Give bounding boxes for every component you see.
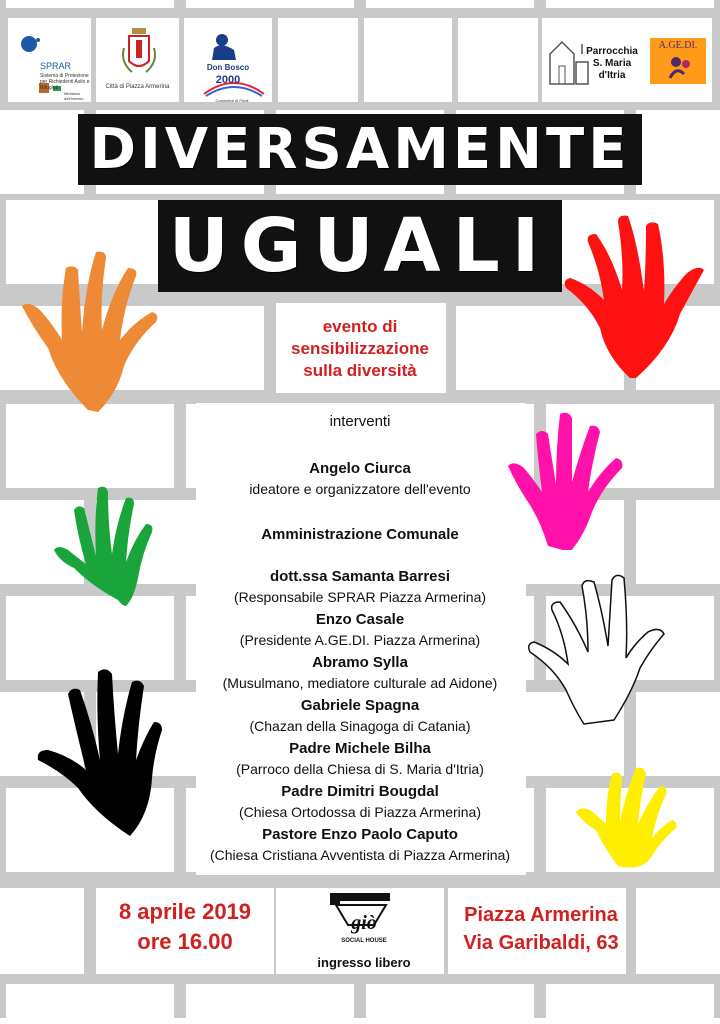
event-city: Piazza Armerina (464, 904, 618, 926)
event-address: Via Garibaldi, 63 (463, 932, 619, 954)
title-line2-text: UGUALI (158, 200, 563, 292)
sprar-subtext: Sistema di Protezione per Richiedenti Asilo e Rifugiati (40, 73, 90, 91)
sprar-logo (8, 18, 91, 102)
event-date: 8 aprile 2019 (118, 899, 252, 924)
speaker-name: Angelo Ciurca (309, 460, 411, 477)
parrocchia-line2: S. Maria (592, 58, 632, 69)
empty-brick (364, 18, 452, 102)
speaker-role: (Parroco della Chiesa di S. Maria d'Itria) (236, 761, 484, 777)
subtitle-line3: sulla diversità (303, 361, 417, 380)
title-line1-text: DIVERSAMENTE (78, 114, 641, 185)
parrocchia-line1: Parrocchia (586, 46, 638, 57)
event-datetime (96, 897, 274, 957)
black-hand-icon (34, 660, 184, 840)
agedi-text: A.GE.DI. (658, 40, 698, 51)
speaker-name: Amministrazione Comunale (261, 526, 459, 543)
speaker-name: Padre Michele Bilha (289, 740, 431, 757)
speaker-name: Pastore Enzo Paolo Caputo (262, 826, 458, 843)
wall-brick (6, 984, 174, 1024)
speaker-name: Gabriele Spagna (300, 697, 420, 714)
agedi-logo (650, 38, 706, 84)
parrocchia-agedi-logos (542, 18, 712, 102)
event-location (448, 901, 634, 957)
speaker-name: Enzo Casale (315, 611, 405, 628)
speaker-role: ideatore e organizzatore dell'evento (249, 481, 471, 497)
donbosco-subtext: Costruttori di Ponti (215, 98, 249, 103)
white-hand-icon (520, 566, 670, 726)
venue-logo-text: giò (351, 912, 377, 934)
ministero-text: Ministero dell'Interno (64, 91, 84, 101)
speaker-name: Padre Dimitri Bougdal (281, 783, 439, 800)
wall-brick (6, 0, 174, 8)
speaker-name: dott.ssa Samanta Barresi (269, 568, 451, 585)
donbosco-text: Don Bosco (206, 63, 250, 72)
green-hand-icon (52, 466, 164, 606)
wall-brick (186, 0, 354, 8)
donbosco-year: 2000 (215, 74, 241, 86)
wall-brick (546, 0, 714, 8)
entry-info: ingresso libero (317, 955, 411, 970)
citta-text: Città di Piazza Armerina (105, 84, 170, 90)
wall-brick (546, 984, 714, 1024)
wall-brick (366, 0, 534, 8)
subtitle-line1: evento di (322, 317, 398, 336)
wall-brick (366, 984, 534, 1024)
speaker-role: (Responsabile SPRAR Piazza Armerina) (233, 589, 487, 605)
donbosco-logo (184, 18, 272, 102)
pink-hand-icon (504, 400, 634, 550)
parrocchia-text (582, 46, 642, 82)
agedi-figure-icon (650, 38, 706, 84)
subtitle-line2: sensibilizzazione (291, 339, 429, 358)
speaker-role: (Presidente A.GE.DI. Piazza Armerina) (239, 632, 481, 648)
red-hand-icon (540, 210, 710, 385)
interventi-label: interventi (329, 413, 391, 430)
sprar-text: SPRAR (40, 61, 72, 71)
event-time: ore 16.00 (137, 929, 233, 954)
donbosco-mark-icon (184, 18, 272, 102)
orange-hand-icon (18, 242, 188, 422)
parrocchia-line3: d'Itria (598, 70, 626, 81)
empty-brick (278, 18, 358, 102)
citta-logo (96, 18, 179, 102)
empty-brick (458, 18, 538, 102)
wall-brick (636, 888, 720, 974)
speaker-role: (Musulmano, mediatore culturale ad Aidone) (222, 675, 498, 691)
yellow-hand-icon (574, 752, 680, 870)
speaker-role: (Chiesa Cristiana Avventista di Piazza Armerina) (209, 847, 511, 863)
speaker-role: (Chazan della Sinagoga di Catania) (249, 718, 471, 734)
venue-logo-subtext: SOCIAL HOUSE (341, 938, 387, 944)
speaker-role: (Chiesa Ortodossa di Piazza Armerina) (239, 804, 481, 820)
wall-brick (186, 984, 354, 1024)
title-line1 (0, 110, 720, 185)
speaker-name: Abramo Sylla (312, 654, 408, 671)
wall-brick (0, 888, 84, 974)
